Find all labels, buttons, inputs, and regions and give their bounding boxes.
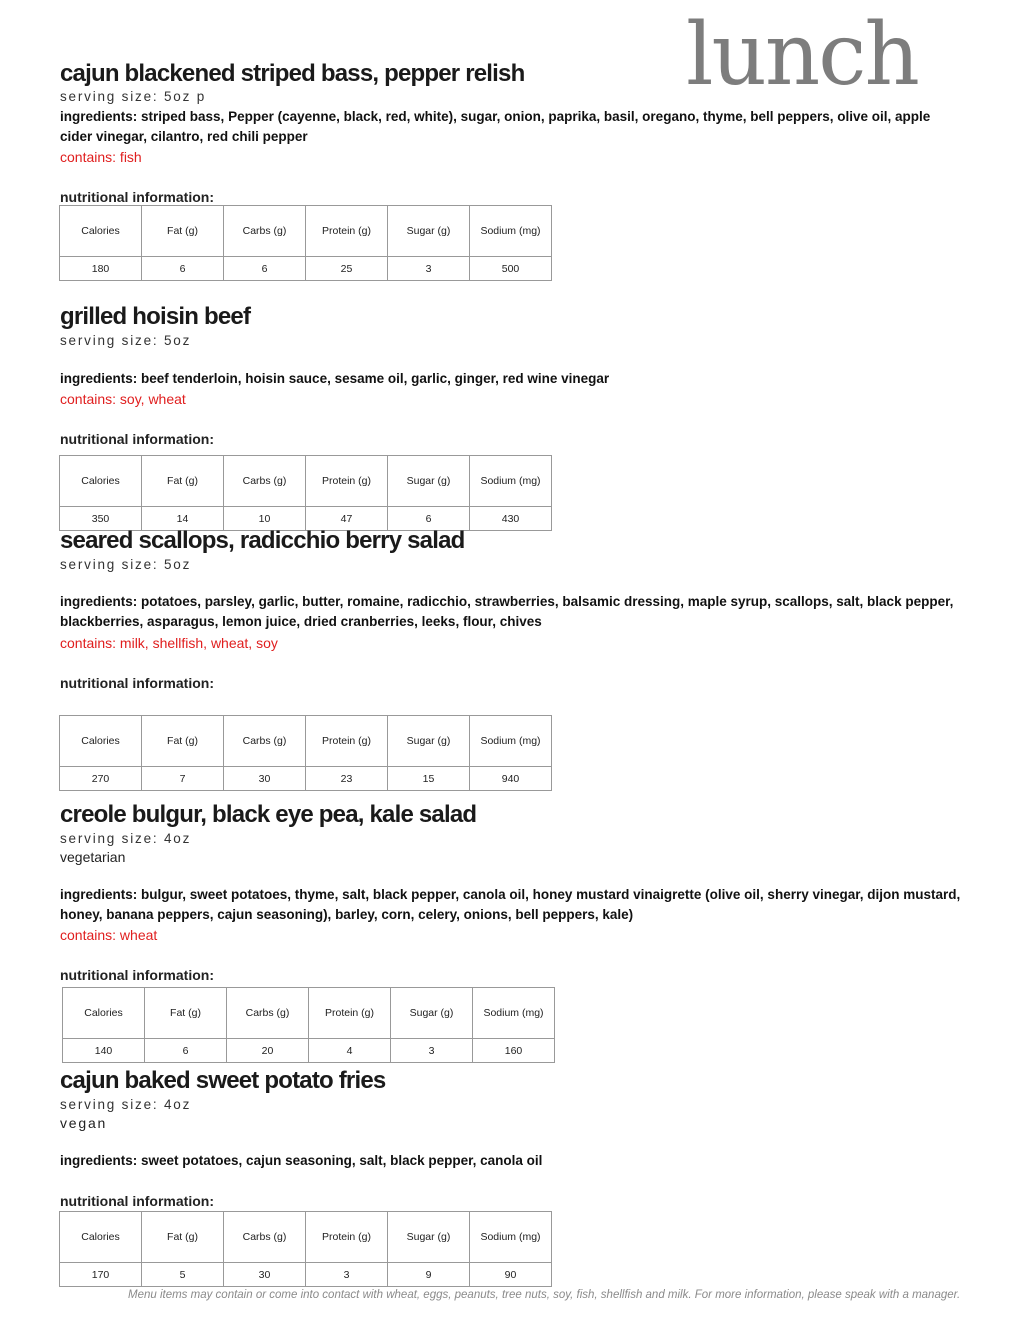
nutrition-label: nutritional information: (60, 1193, 214, 1209)
nutrition-value: 140 (63, 1039, 145, 1063)
allergen-contains: contains: fish (60, 149, 142, 165)
nutrition-value: 10 (224, 507, 306, 531)
nutrition-value: 500 (470, 257, 552, 281)
nutrition-value: 20 (227, 1039, 309, 1063)
nutrition-value: 430 (470, 507, 552, 531)
col-header: Sodium (mg) (470, 456, 552, 507)
nutrition-table (59, 205, 552, 281)
allergen-contains: contains: milk, shellfish, wheat, soy (60, 635, 278, 651)
ingredients-label: ingredients: (60, 887, 138, 902)
ingredients-text (60, 1151, 965, 1171)
ingredients-label: ingredients: (60, 371, 138, 386)
nutrition-label: nutritional information: (60, 967, 214, 983)
nutrition-label: nutritional information: (60, 431, 214, 447)
ingredients-text (60, 369, 965, 389)
diet-tag: vegetarian (60, 849, 126, 865)
nutrition-value: 940 (470, 767, 552, 791)
col-header: Fat (g) (142, 206, 224, 257)
nutrition-value: 160 (473, 1039, 555, 1063)
nutrition-label: nutritional information: (60, 675, 214, 691)
nutrition-value: 23 (306, 767, 388, 791)
col-header: Sugar (g) (388, 716, 470, 767)
col-header: Sodium (mg) (470, 716, 552, 767)
col-header: Calories (60, 206, 142, 257)
nutrition-table (62, 987, 555, 1063)
nutrition-value: 350 (60, 507, 142, 531)
col-header: Protein (g) (306, 1212, 388, 1263)
col-header: Calories (60, 456, 142, 507)
nutrition-value: 30 (224, 767, 306, 791)
col-header: Sugar (g) (388, 456, 470, 507)
col-header: Sodium (mg) (470, 1212, 552, 1263)
ingredients-label: ingredients: (60, 594, 138, 609)
nutrition-value: 3 (388, 257, 470, 281)
dish-title: seared scallops, radicchio berry salad (60, 527, 465, 554)
col-header: Fat (g) (142, 456, 224, 507)
dish-title: cajun baked sweet potato fries (60, 1067, 386, 1094)
nutrition-value: 15 (388, 767, 470, 791)
col-header: Calories (63, 988, 145, 1039)
nutrition-value: 7 (142, 767, 224, 791)
col-header: Sodium (mg) (470, 206, 552, 257)
diet-tag: vegan (60, 1115, 108, 1131)
ingredients-label: ingredients: (60, 109, 138, 124)
serving-size: serving size: 5oz p (60, 89, 207, 104)
serving-size: serving size: 5oz (60, 557, 192, 572)
col-header: Fat (g) (145, 988, 227, 1039)
nutrition-value: 170 (60, 1263, 142, 1287)
nutrition-label: nutritional information: (60, 189, 214, 205)
col-header: Calories (60, 716, 142, 767)
nutrition-value: 270 (60, 767, 142, 791)
col-header: Calories (60, 1212, 142, 1263)
nutrition-value: 5 (142, 1263, 224, 1287)
col-header: Sugar (g) (388, 1212, 470, 1263)
nutrition-value: 3 (306, 1263, 388, 1287)
col-header: Protein (g) (306, 206, 388, 257)
nutrition-value: 6 (224, 257, 306, 281)
ingredients-list: beef tenderloin, hoisin sauce, sesame oil, garlic, ginger, red wine vinegar (141, 371, 610, 386)
col-header: Protein (g) (306, 716, 388, 767)
allergen-contains: contains: soy, wheat (60, 391, 186, 407)
col-header: Fat (g) (142, 716, 224, 767)
dish-title: cajun blackened striped bass, pepper relish (60, 60, 525, 87)
ingredients-text (60, 592, 965, 631)
ingredients-text (60, 107, 965, 146)
allergen-disclaimer: Menu items may contain or come into contact with wheat, eggs, peanuts, tree nuts, soy, fish, shellfish and milk. For more information, please speak with a manager. (128, 1289, 961, 1301)
ingredients-list: potatoes, parsley, garlic, butter, romaine, radicchio, strawberries, balsamic dressing, maple syrup, scallops, salt, black pepper, blackberries, asparagus, lemon juice, dried cranberries, leeks, flour, chives (60, 594, 954, 629)
nutrition-value: 6 (145, 1039, 227, 1063)
serving-size: serving size: 4oz (60, 831, 192, 846)
ingredients-label: ingredients: (60, 1153, 138, 1168)
nutrition-value: 180 (60, 257, 142, 281)
serving-size: serving size: 5oz (60, 333, 192, 348)
nutrition-value: 14 (142, 507, 224, 531)
col-header: Protein (g) (306, 456, 388, 507)
nutrition-value: 6 (142, 257, 224, 281)
nutrition-table (59, 715, 552, 791)
ingredients-list: striped bass, Pepper (cayenne, black, red, white), sugar, onion, paprika, basil, oregano, thyme, bell peppers, olive oil, apple cider vinegar, cilantro, red chili pepper (60, 109, 931, 144)
ingredients-list: bulgur, sweet potatoes, thyme, salt, black pepper, canola oil, honey mustard vinaigrette (olive oil, sherry vinegar, dijon mustard, honey, banana peppers, cajun seasoning), barley, corn, celery, onions, bell peppers, kale) (60, 887, 961, 922)
nutrition-table (59, 1211, 552, 1287)
nutrition-value: 6 (388, 507, 470, 531)
allergen-contains: contains: wheat (60, 927, 158, 943)
nutrition-value: 9 (388, 1263, 470, 1287)
dish-title: grilled hoisin beef (60, 303, 251, 330)
nutrition-value: 30 (224, 1263, 306, 1287)
nutrition-value: 25 (306, 257, 388, 281)
col-header: Carbs (g) (227, 988, 309, 1039)
col-header: Carbs (g) (224, 1212, 306, 1263)
page-banner-lunch: lunch (686, 5, 918, 105)
col-header: Sodium (mg) (473, 988, 555, 1039)
col-header: Carbs (g) (224, 206, 306, 257)
nutrition-table (59, 455, 552, 531)
col-header: Carbs (g) (224, 456, 306, 507)
col-header: Fat (g) (142, 1212, 224, 1263)
col-header: Protein (g) (309, 988, 391, 1039)
col-header: Carbs (g) (224, 716, 306, 767)
nutrition-value: 3 (391, 1039, 473, 1063)
ingredients-list: sweet potatoes, cajun seasoning, salt, black pepper, canola oil (141, 1153, 543, 1168)
col-header: Sugar (g) (388, 206, 470, 257)
dish-title: creole bulgur, black eye pea, kale salad (60, 801, 477, 828)
ingredients-text (60, 885, 965, 924)
nutrition-value: 47 (306, 507, 388, 531)
nutrition-value: 90 (470, 1263, 552, 1287)
col-header: Sugar (g) (391, 988, 473, 1039)
serving-size: serving size: 4oz (60, 1097, 192, 1112)
nutrition-value: 4 (309, 1039, 391, 1063)
